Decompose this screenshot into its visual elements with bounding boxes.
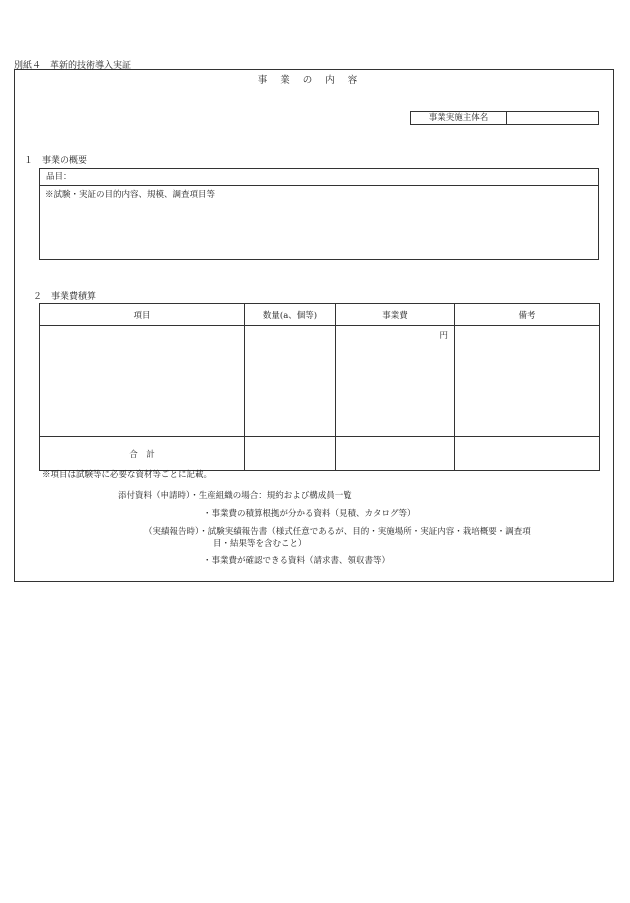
table-note: ※項目は試験等に必要な資材等ごとに記載。 [42,470,213,480]
entity-value[interactable] [507,112,598,124]
remarks-cell[interactable] [455,326,600,437]
budget-table [39,303,600,471]
attachment-line-continued: 目・結果等を含むこと） [213,539,307,549]
entity-field [410,111,599,125]
total-quantity-cell[interactable] [245,437,336,471]
attachment-line: ・事業費の積算根拠が分かる資料（見積、カタログ等） [203,509,416,519]
cost-cell[interactable] [336,326,455,437]
table-row [40,326,600,437]
total-label: 合 計 [40,437,245,471]
item-field[interactable] [40,169,598,186]
total-cost-cell[interactable] [336,437,455,471]
yen-unit: 円 [439,331,448,341]
overview-box [39,168,599,260]
attachment-line: （実績報告時）・試験実績報告書（様式任意であるが、目的・実施場所・実証内容・栽培概要・調査項 [144,527,531,537]
column-header-cost: 事業費 [336,304,455,326]
entity-label: 事業実施主体名 [411,112,507,124]
section2-heading: ２ 事業費積算 [33,292,97,302]
form-label: 別紙４ 革新的技術導入実証 [14,61,132,71]
quantity-cell[interactable] [245,326,336,437]
total-remarks-cell[interactable] [455,437,600,471]
table-header-row [40,304,600,326]
page-title: 事業の内容 [257,75,371,86]
section1-heading: １ 事業の概要 [24,156,88,166]
total-row [40,437,600,471]
column-header-item: 項目 [40,304,245,326]
column-header-quantity: 数量(a、個等) [245,304,336,326]
attachment-line: 添付資料（申請時）・生産組織の場合：規約および構成員一覧 [118,491,352,501]
item-cell[interactable] [40,326,245,437]
column-header-remarks: 備考 [455,304,600,326]
overview-note: ※試験・実証の目的内容、規模、調査項目等 [45,190,216,200]
item-label: 品目： [46,172,72,182]
attachment-line: ・事業費が確認できる資料（請求書、領収書等） [203,556,391,566]
